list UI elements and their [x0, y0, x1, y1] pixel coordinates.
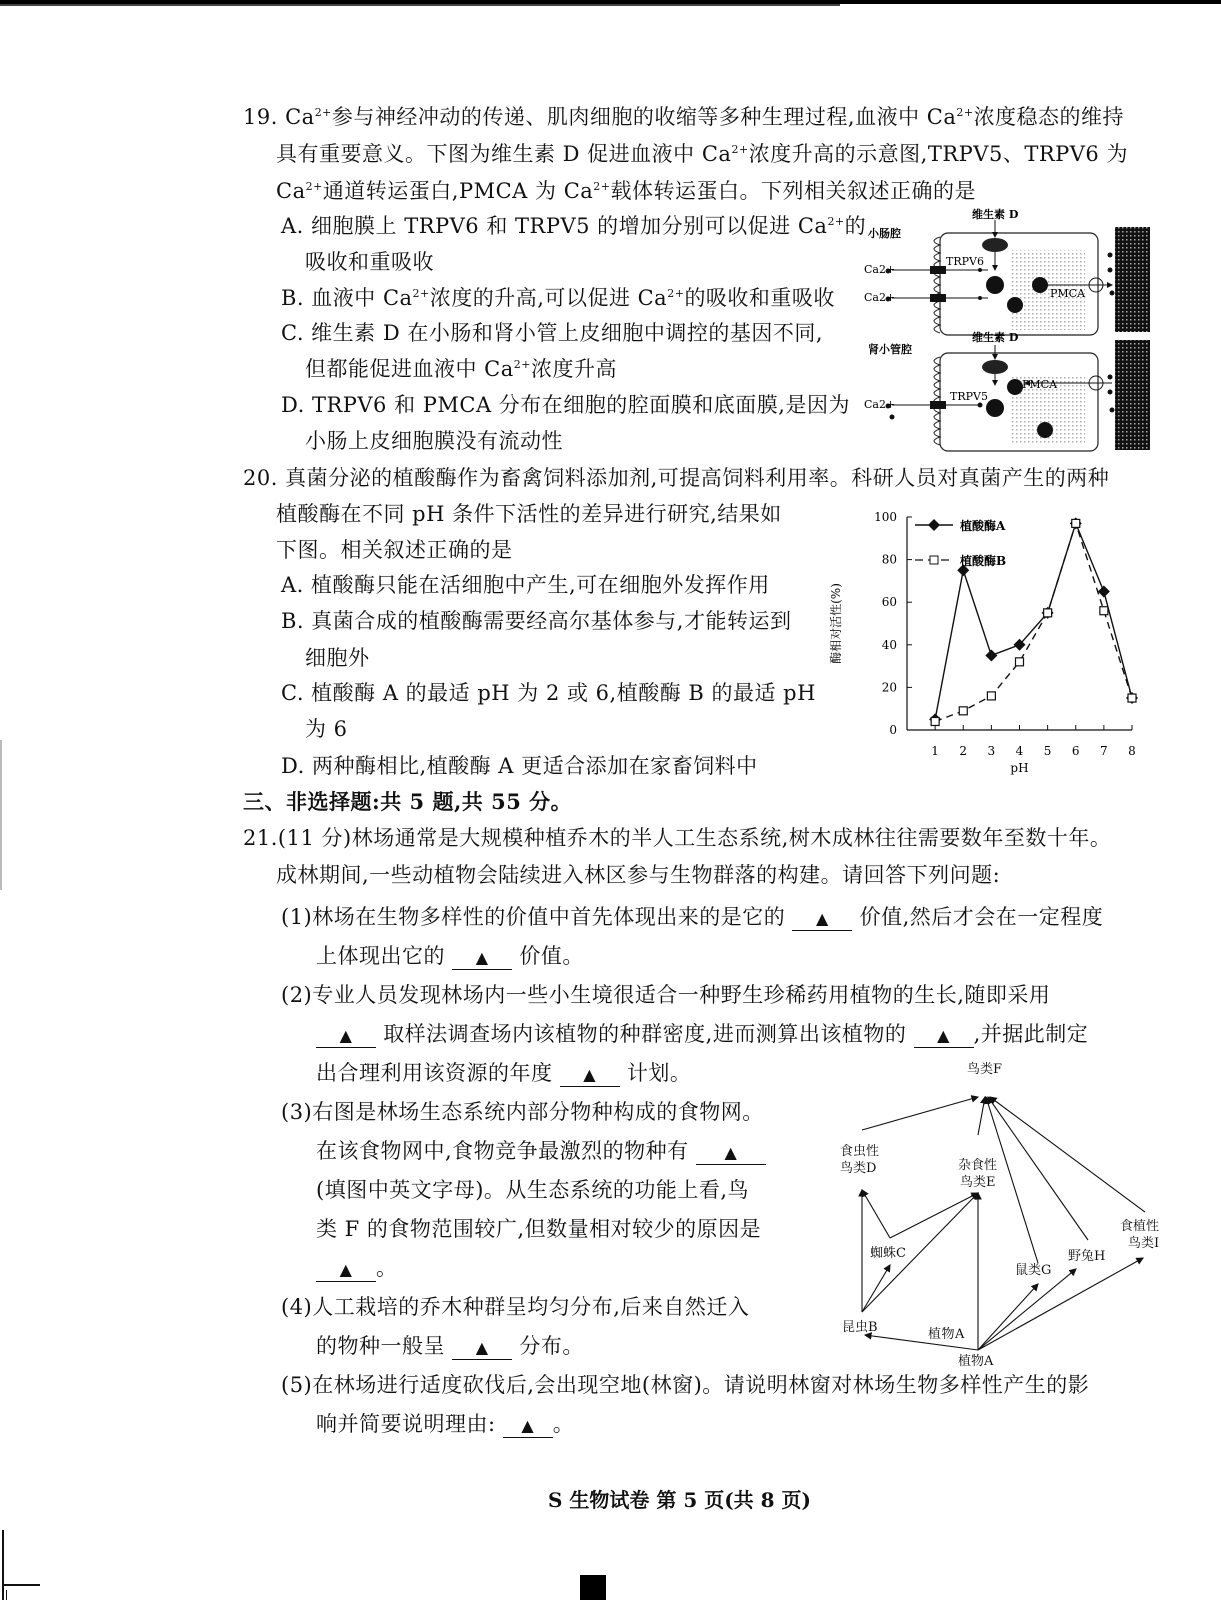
q21-part-5-line-1: (5)在林场进行适度砍伐后,会出现空地(林窗)。请说明林窗对林场生物多样性产生的影 [281, 1373, 1090, 1397]
superscript: 2+ [731, 143, 749, 156]
arrow-c-to-e [890, 1193, 978, 1238]
intestine-cell [886, 220, 1115, 335]
answer-blank[interactable]: ▲ [792, 908, 852, 931]
legend-label-b: 植酸酶B [960, 554, 1007, 568]
answer-blank[interactable]: ▲ [452, 1337, 512, 1360]
node-spider-c: 蜘蛛C [870, 1246, 906, 1261]
text: ,并据此制定 [973, 1022, 1089, 1046]
q21-part-2-line-3 [316, 1060, 691, 1087]
ca-label-1: Ca2+ [864, 263, 896, 276]
y-tick-label: 20 [881, 680, 897, 695]
node-bird-e-line2: 鸟类E [960, 1175, 996, 1190]
superscript: 2+ [956, 106, 974, 119]
vitamin-d-label-bottom: 维生素 D [972, 331, 1019, 344]
x-tick-label: 4 [1015, 744, 1024, 758]
data-point-b [931, 717, 939, 725]
arrow-a-to-i [978, 1258, 1143, 1350]
answer-blank[interactable]: ▲ [316, 1259, 376, 1282]
text: 价值。 [519, 944, 584, 968]
q21-part-2-line-2 [316, 1021, 1088, 1048]
data-point-a [985, 649, 997, 661]
q20-option-b-cont: 细胞外 [305, 646, 370, 670]
text: 出合理利用该资源的年度 [316, 1061, 553, 1085]
superscript: 2+ [513, 358, 531, 371]
arrow-c-to-d [862, 1190, 890, 1238]
q19-option-c: C. 维生素 D 在小肠和肾小管上皮细胞中调控的基因不同, [281, 321, 824, 345]
q19-stem-line-3 [276, 178, 976, 204]
crop-mark [6, 1590, 7, 1600]
lumen-label-intestine: 小肠腔 [868, 227, 901, 240]
text: 的吸收和重吸收 [684, 286, 835, 310]
y-tick-label: 40 [881, 637, 897, 652]
q21-part-2-line-1: (2)专业人员发现林场内一些小生境很适合一种野生珍稀药用植物的生长,随即采用 [281, 983, 1051, 1007]
superscript: 2+ [593, 180, 611, 193]
q19-option-a [281, 213, 866, 239]
page-top-border-shadow [0, 4, 840, 6]
arrow-i-to-f [990, 1097, 1145, 1212]
pmca-label-top: PMCA [1050, 287, 1086, 300]
text: 价值,然后才会在一定程度 [859, 905, 1104, 929]
text: 取样法调查场内该植物的种群密度,进而测算出该植物的 [383, 1022, 907, 1046]
text: 上体现出它的 [316, 944, 445, 968]
text: 。 [376, 1256, 398, 1280]
q20-stem-line-2: 植酸酶在不同 pH 条件下活性的差异进行研究,结果如 [276, 502, 782, 526]
x-tick-label: 2 [959, 744, 968, 758]
y-axis-label: 酶相对活性(%) [829, 583, 843, 664]
blood-region-bottom [1115, 340, 1150, 450]
chart-series [929, 517, 1138, 725]
node-rodent-g: 鼠类G [1015, 1263, 1052, 1278]
crop-mark [2, 1584, 40, 1586]
scan-margin-mark [0, 740, 2, 890]
pmca-label-bottom: PMCA [1022, 378, 1058, 391]
text: (11 分)林场通常是大规模种植乔木的半人工生态系统,树木成林往往需要数年至数十年。 [277, 826, 1112, 850]
data-point-b [1128, 694, 1136, 702]
q21-part-4-line-1: (4)人工栽培的乔木种群呈均匀分布,后来自然迁入 [281, 1295, 750, 1319]
superscript: 2+ [305, 180, 323, 193]
page-registration-mark [580, 1575, 606, 1600]
trpv6-label: TRPV6 [946, 255, 984, 268]
calcium-transport-diagram [860, 205, 1150, 455]
arrow-a-to-h [978, 1269, 1076, 1350]
legend-marker-b [930, 556, 938, 564]
x-tick-label: 1 [931, 744, 939, 758]
text: 浓度升高的示意图,TRPV5、TRPV6 为 [748, 142, 1128, 166]
q19-stem-line-1 [243, 104, 1124, 130]
text: 浓度的升高,可以促进 Ca [429, 286, 668, 310]
q19-option-b [281, 285, 835, 311]
data-point-a [1098, 586, 1110, 598]
text: 参与神经冲动的传递、肌肉细胞的收缩等多种生理过程,血液中 Ca [331, 105, 957, 129]
node-bird-d-line1: 食虫性 [840, 1144, 880, 1159]
text: 分布。 [519, 1334, 584, 1358]
y-tick-label: 100 [874, 510, 897, 524]
data-point-b [1044, 609, 1052, 617]
node-plant-a: 植物A [958, 1354, 994, 1369]
q21-part-3-line-5 [316, 1255, 398, 1282]
arrow-b-to-c [862, 1265, 890, 1312]
section-3-title: 三、非选择题:共 5 题,共 55 分。 [243, 789, 573, 814]
node-bird-d-line2: 鸟类D [840, 1161, 877, 1176]
x-tick-label: 8 [1128, 744, 1136, 758]
y-tick-label: 60 [881, 595, 897, 610]
q20-option-b: B. 真菌合成的植酸酶需要经高尔基体参与,才能转运到 [281, 609, 792, 633]
trpv5-label: TRPV5 [950, 390, 988, 403]
data-point-b [959, 707, 967, 715]
q21-part-3-line-1: (3)右图是林场生态系统内部分物种构成的食物网。 [281, 1100, 764, 1124]
text: 浓度升高 [530, 357, 617, 381]
blood-region-top [1115, 227, 1150, 332]
q21-stem-line-2: 成林期间,一些动植物会陆续进入林区参与生物群落的构建。请回答下列问题: [276, 863, 1001, 887]
text: 在该食物网中,食物竞争最激烈的物种有 [316, 1139, 689, 1163]
node-bird-e-line1: 杂食性 [958, 1158, 998, 1173]
node-bird-i-line1: 食植性 [1120, 1219, 1160, 1234]
enzyme-activity-chart [810, 505, 1150, 785]
arrow-d-to-f [862, 1097, 978, 1130]
chart-axes [828, 510, 1136, 775]
text: 载体转运蛋白。下列相关叙述正确的是 [610, 179, 977, 203]
data-point-b [1072, 519, 1080, 527]
q20-option-c-cont: 为 6 [305, 717, 348, 741]
answer-blank[interactable]: ▲ [316, 1025, 376, 1048]
series-line-a [935, 523, 1132, 719]
text: 具有重要意义。下图为维生素 D 促进血液中 Ca [276, 142, 732, 166]
q21-part-3-line-3: (填图中英文字母)。从生态系统的功能上看,鸟 [316, 1178, 750, 1202]
text: 通道转运蛋白,PMCA 为 Ca [322, 179, 594, 203]
answer-blank[interactable]: ▲ [696, 1142, 766, 1165]
q21-part-5-line-2 [316, 1411, 574, 1438]
x-tick-label: 3 [987, 744, 996, 758]
lumen-label-kidney: 肾小管腔 [868, 343, 912, 356]
text: A. 细胞膜上 TRPV6 和 TRPV5 的增加分别可以促进 Ca [281, 214, 828, 238]
answer-blank[interactable]: ▲ [914, 1025, 974, 1048]
superscript: 2+ [412, 287, 430, 300]
question-number: 20. [243, 466, 278, 490]
q19-option-c-cont [305, 356, 617, 382]
text: 真菌分泌的植酸酶作为畜禽饲料添加剂,可提高饲料利用率。科研人员对真菌产生的两种 [285, 466, 1110, 490]
text: 浓度稳态的维持 [973, 105, 1125, 129]
y-tick-label: 80 [881, 552, 897, 567]
arrow-e-to-f [978, 1097, 985, 1135]
x-tick-label: 7 [1100, 744, 1108, 758]
q21-stem-line-1 [243, 825, 1111, 851]
node-insect-b: 昆虫B [842, 1320, 878, 1335]
text: 计划。 [626, 1061, 692, 1085]
q20-option-a: A. 植酸酶只能在活细胞中产生,可在细胞外发挥作用 [281, 573, 770, 597]
q21-part-1-line-2 [316, 943, 584, 970]
q19-option-d: D. TRPV6 和 PMCA 分布在细胞的腔面膜和底面膜,是因为 [281, 393, 850, 417]
answer-blank[interactable]: ▲ [560, 1064, 620, 1087]
superscript: 2+ [827, 215, 845, 228]
superscript: 2+ [314, 106, 332, 119]
x-axis-label: pH [1010, 761, 1029, 775]
vitamin-d-label-top: 维生素 D [972, 208, 1019, 221]
ca-label-2: Ca2+ [864, 291, 896, 304]
arrow-a-to-g [978, 1284, 1038, 1350]
text: 响并简要说明理由: [316, 1412, 496, 1436]
question-number: 19. [243, 105, 278, 129]
q20-option-c: C. 植酸酶 A 的最适 pH 为 2 或 6,植酸酶 B 的最适 pH [281, 681, 816, 705]
q21-part-4-line-2 [316, 1333, 584, 1360]
crop-mark [2, 1530, 4, 1600]
text: 。 [552, 1412, 575, 1436]
chart-legend [915, 518, 1006, 568]
superscript: 2+ [667, 287, 685, 300]
question-number: 21. [243, 826, 278, 850]
legend-marker-a [928, 519, 940, 531]
text: (1)林场在生物多样性的价值中首先体现出来的是它的 [281, 905, 786, 929]
ca-label-3: Ca2+ [864, 398, 896, 411]
x-tick-label: 5 [1043, 744, 1052, 758]
q21-part-3-line-2 [316, 1138, 766, 1165]
y-tick-label: 0 [889, 723, 897, 737]
q19-stem-line-2 [276, 141, 1128, 167]
data-point-b [1016, 658, 1024, 666]
text: 的 [844, 214, 867, 238]
q19-option-d-cont: 小肠上皮细胞膜没有流动性 [305, 429, 563, 453]
food-web-diagram [810, 1055, 1160, 1369]
q21-part-1-line-1 [281, 904, 1103, 931]
node-plant-a-label: 植物A [928, 1327, 965, 1342]
q20-option-d: D. 两种酶相比,植酸酶 A 更适合添加在家畜饲料中 [281, 754, 758, 778]
q20-stem-line-3: 下图。相关叙述正确的是 [276, 538, 513, 562]
data-point-b [987, 692, 995, 700]
q20-stem-line-1 [243, 465, 1109, 491]
q21-part-3-line-4: 类 F 的食物范围较广,但数量相对较少的原因是 [316, 1217, 762, 1241]
text: 的物种一般呈 [316, 1334, 445, 1358]
node-bird-i-line2: 鸟类I [1128, 1236, 1160, 1251]
q19-option-a-cont: 吸收和重吸收 [305, 250, 434, 274]
arrow-h-to-f [988, 1097, 1088, 1240]
page-footer: S 生物试卷 第 5 页(共 8 页) [548, 1488, 811, 1512]
text: Ca [285, 105, 315, 129]
node-bird-f: 鸟类F [967, 1062, 1003, 1077]
data-point-b [1100, 607, 1108, 615]
answer-blank[interactable]: ▲ [452, 947, 512, 970]
text: B. 血液中 Ca [281, 286, 413, 310]
text: Ca [276, 179, 306, 203]
x-tick-label: 6 [1071, 744, 1080, 758]
legend-label-a: 植酸酶A [960, 519, 1006, 533]
kidney-tubule-cell [886, 345, 1115, 451]
text: 但都能促进血液中 Ca [305, 357, 514, 381]
answer-blank[interactable]: ▲ [503, 1415, 553, 1438]
node-rabbit-h: 野兔H [1068, 1249, 1106, 1264]
